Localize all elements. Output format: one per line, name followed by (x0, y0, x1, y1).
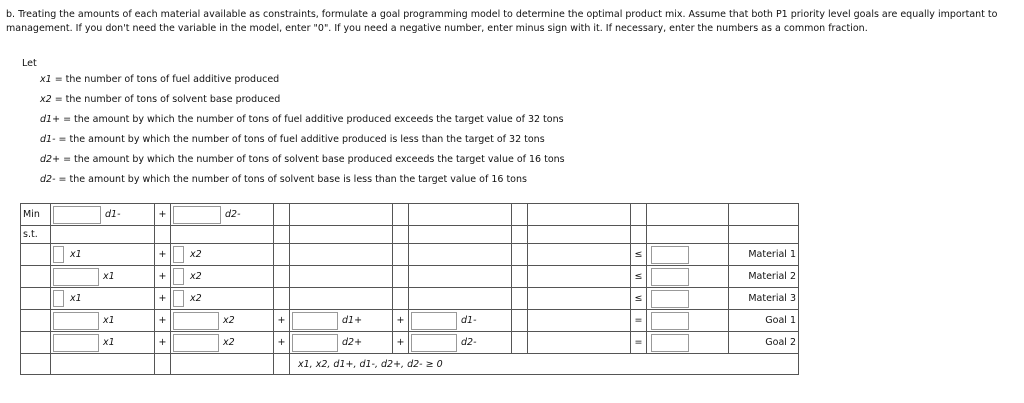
variable-definitions (40, 72, 565, 192)
plus-sign: + (155, 204, 171, 226)
coef-input[interactable] (53, 290, 64, 307)
definition-d1-plus (40, 112, 565, 132)
op: + (155, 244, 171, 266)
def-var: d2- (40, 174, 56, 185)
instructions: b. Treating the amounts of each material available as constraints, formulate a goal programming model to determine the optimal product mix. Assume that both P1 priority level goals are equally important to management. If you don't need the variable in the model, enter "0". If you need a negative number, enter minus sign with it. If necessary, enter the numbers as a common fraction. (6, 9, 998, 34)
var-label: x1 (103, 337, 115, 348)
relation: ≤ (631, 288, 647, 310)
var-label: x2 (190, 249, 202, 260)
coef-input[interactable] (53, 334, 99, 352)
definition-x2 (40, 92, 565, 112)
nonnegativity-constraint: x1, x2, d1+, d1-, d2+, d2- ≥ 0 (290, 354, 799, 375)
var-label: x1 (103, 315, 115, 326)
constraint-goal-2 (21, 332, 799, 354)
constraint-material-1 (21, 244, 799, 266)
var-label: x2 (223, 337, 235, 348)
definition-d2-plus (40, 152, 565, 172)
let-label: Let (22, 58, 37, 69)
var-label: x2 (190, 271, 202, 282)
obj-var-1: d1- (105, 209, 121, 220)
op: + (393, 310, 409, 332)
constraint-goal-1 (21, 310, 799, 332)
constraint-material-3 (21, 288, 799, 310)
def-var: x1 (40, 74, 52, 85)
rhs-input[interactable] (651, 246, 689, 264)
def-var: d1+ (40, 114, 61, 125)
relation: = (631, 332, 647, 354)
definition-d2-minus (40, 172, 565, 192)
row-name: Goal 1 (729, 310, 799, 332)
coef-input[interactable] (53, 312, 99, 330)
goal-programming-table (20, 203, 799, 375)
op: + (155, 288, 171, 310)
var-label: d2- (461, 337, 477, 348)
rhs-input[interactable] (651, 268, 689, 286)
relation: ≤ (631, 244, 647, 266)
var-label: x2 (190, 293, 202, 304)
def-text: = the amount by which the number of tons of solvent base produced exceeds the target value of 16 tons (63, 154, 565, 165)
def-var: x2 (40, 94, 52, 105)
op: + (274, 310, 290, 332)
row-name: Material 1 (729, 244, 799, 266)
coef-input[interactable] (411, 312, 457, 330)
row-name: Material 3 (729, 288, 799, 310)
coef-input[interactable] (411, 334, 457, 352)
relation: ≤ (631, 266, 647, 288)
row-name: Material 2 (729, 266, 799, 288)
st-label: s.t. (21, 226, 51, 244)
var-label: d1- (461, 315, 477, 326)
op: + (155, 310, 171, 332)
rhs-input[interactable] (651, 312, 689, 330)
obj-coef-2-input[interactable] (173, 206, 221, 224)
def-text: = the number of tons of fuel additive produced (54, 74, 280, 85)
nonnegativity-row (21, 354, 799, 375)
var-label: d1+ (342, 315, 363, 326)
def-text: = the amount by which the number of tons of solvent base is less than the target value of 16 tons (58, 174, 527, 185)
coef-input[interactable] (53, 268, 99, 286)
coef-input[interactable] (292, 334, 338, 352)
objective-row (21, 204, 799, 226)
op: + (274, 332, 290, 354)
rhs-input[interactable] (651, 334, 689, 352)
def-text: = the amount by which the number of tons of fuel additive produced is less than the target of 32 tons (58, 134, 545, 145)
relation: = (631, 310, 647, 332)
obj-var-2: d2- (225, 209, 241, 220)
coef-input[interactable] (173, 312, 219, 330)
coef-input[interactable] (173, 334, 219, 352)
def-var: d2+ (40, 154, 61, 165)
def-var: d1- (40, 134, 56, 145)
op: + (155, 266, 171, 288)
rhs-input[interactable] (651, 290, 689, 308)
obj-coef-1-input[interactable] (53, 206, 101, 224)
def-text: = the number of tons of solvent base produced (54, 94, 281, 105)
var-label: x1 (103, 271, 115, 282)
var-label: d2+ (342, 337, 363, 348)
row-name: Goal 2 (729, 332, 799, 354)
objective-label: Min (21, 204, 51, 226)
var-label: x1 (70, 293, 82, 304)
var-label: x2 (223, 315, 235, 326)
coef-input[interactable] (292, 312, 338, 330)
op: + (393, 332, 409, 354)
coef-input[interactable] (173, 268, 184, 285)
definition-d1-minus (40, 132, 565, 152)
definition-x1 (40, 72, 565, 92)
def-text: = the amount by which the number of tons of fuel additive produced exceeds the target value of 32 tons (63, 114, 564, 125)
coef-input[interactable] (173, 246, 184, 263)
constraint-material-2 (21, 266, 799, 288)
st-row (21, 226, 799, 244)
op: + (155, 332, 171, 354)
var-label: x1 (70, 249, 82, 260)
coef-input[interactable] (173, 290, 184, 307)
coef-input[interactable] (53, 246, 64, 263)
